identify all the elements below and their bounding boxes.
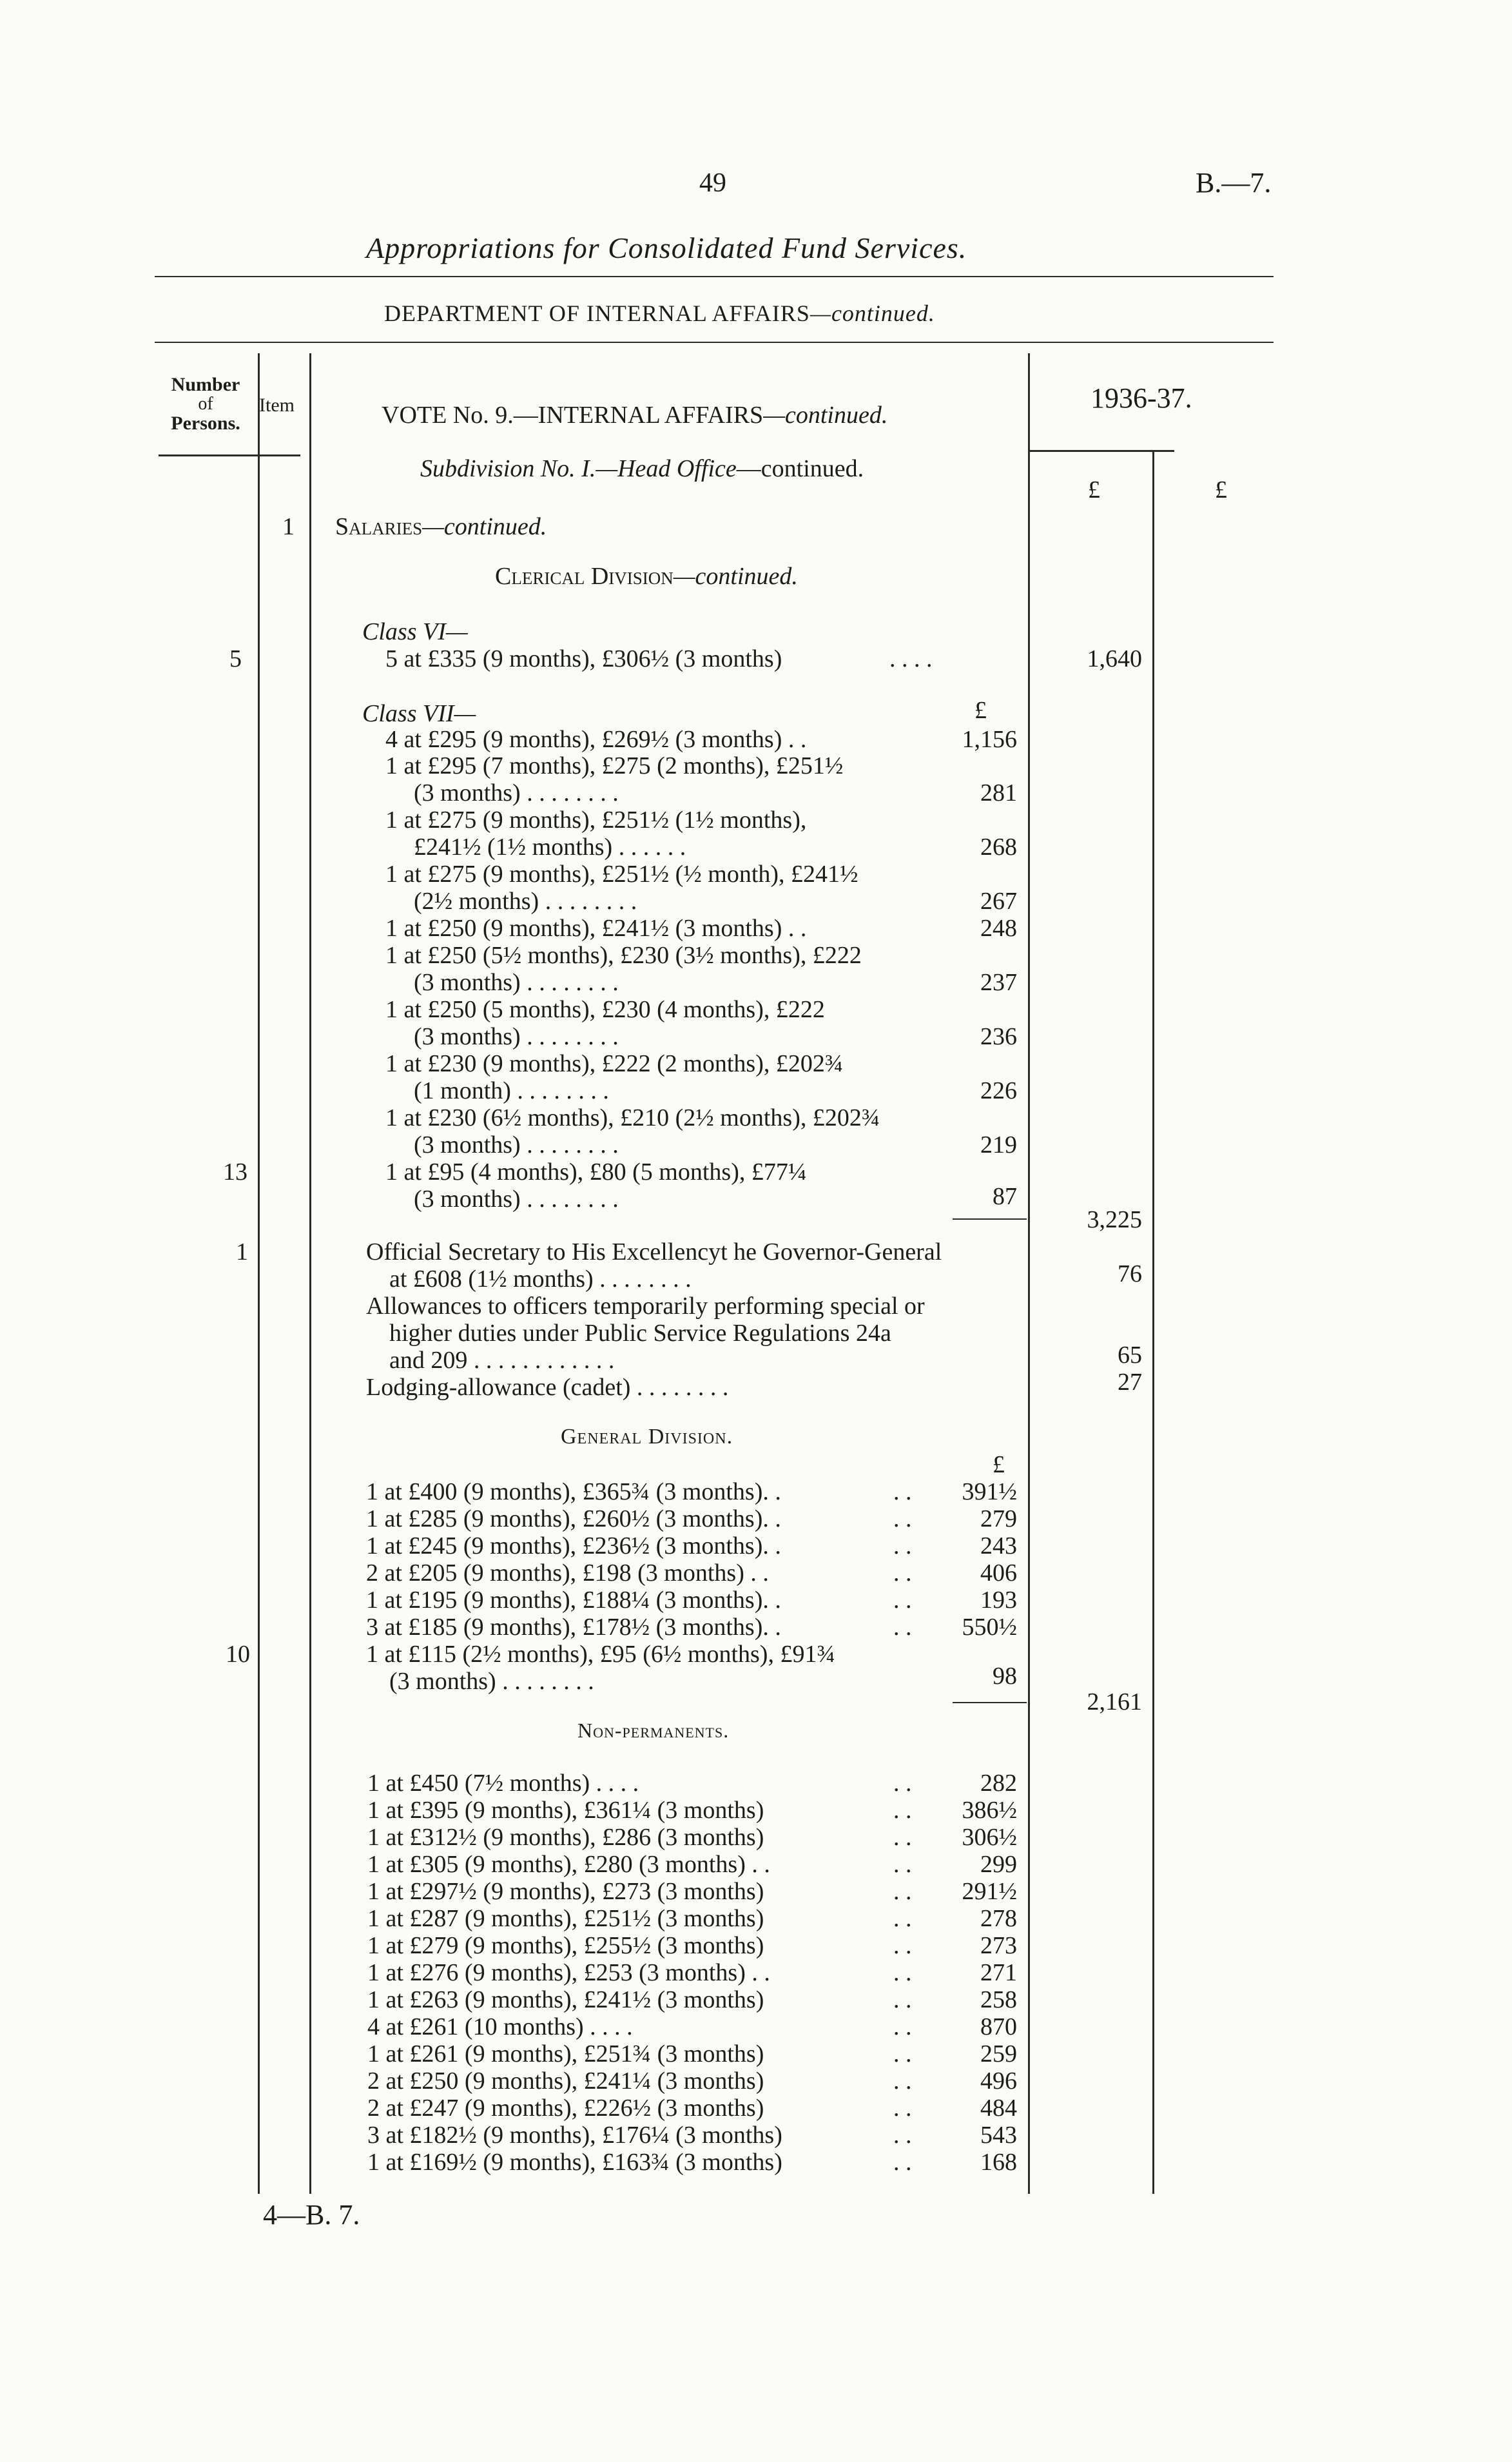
- amount-total-divider: [1152, 451, 1154, 2194]
- non-permanent-row: 1 at £312½ (9 months), £286 (3 months) . . 306½: [367, 1824, 1017, 1851]
- class-vii-line-4b: (2½ months) . . . . . . . .: [414, 888, 637, 915]
- class-vii-amount-10: 87: [993, 1183, 1017, 1210]
- class-vii-pound: £: [974, 697, 987, 724]
- general-division-pound: £: [993, 1451, 1005, 1478]
- footer-signature: 4—B. 7.: [263, 2199, 360, 2231]
- item-column-header: Item: [259, 395, 295, 416]
- class-vii-amount-5: 248: [980, 915, 1017, 942]
- official-secretary-line-2: at £608 (1½ months) . . . . . . . .: [389, 1265, 692, 1293]
- clerical-division-heading: Clerical Division—continued.: [495, 563, 798, 590]
- class-vii-amount-4: 267: [980, 888, 1017, 915]
- class-vii-line-6: 1 at £250 (5½ months), £230 (3½ months), £222: [385, 942, 862, 969]
- department-rule: [155, 342, 1274, 343]
- official-secretary-persons: 1: [236, 1238, 248, 1265]
- class-vi-label: Class VI—: [362, 618, 468, 645]
- class-vii-line-5: 1 at £250 (9 months), £241½ (3 months) . .: [385, 915, 807, 942]
- class-vii-persons: 13: [223, 1158, 247, 1186]
- class-vii-line-8: 1 at £230 (9 months), £222 (2 months), £202¾: [385, 1050, 844, 1077]
- general-last-line-2: (3 months) . . . . . . . .: [389, 1668, 594, 1695]
- allowances-line-3: and 209 . . . . . . . . . . . .: [389, 1347, 615, 1374]
- class-vii-amount-2: 281: [980, 779, 1017, 806]
- general-division-heading: General Division.: [561, 1425, 733, 1449]
- general-division-total: 2,161: [1087, 1688, 1142, 1715]
- general-division-persons: 10: [226, 1641, 250, 1668]
- document-reference: B.—7.: [1196, 167, 1272, 199]
- class-vii-line-3: 1 at £275 (9 months), £251½ (1½ months),: [385, 806, 807, 834]
- class-vii-line-6b: (3 months) . . . . . . . .: [414, 969, 619, 996]
- allowances-amount: 65: [1118, 1342, 1142, 1369]
- salaries-item-number: 1: [282, 513, 295, 540]
- class-vii-line-10: 1 at £95 (4 months), £80 (5 months), £77¼: [385, 1158, 807, 1186]
- class-vi-persons: 5: [229, 645, 242, 672]
- class-vii-sum-rule: [953, 1218, 1027, 1220]
- non-permanent-row: 1 at £297½ (9 months), £273 (3 months) . . 291½: [367, 1878, 1017, 1905]
- page-title: Appropriations for Consolidated Fund Services.: [366, 231, 967, 264]
- item-text-divider: [309, 353, 311, 2194]
- general-row: 1 at £195 (9 months), £188¼ (3 months). . . . 193: [366, 1587, 1017, 1614]
- general-row: 3 at £185 (9 months), £178½ (3 months). . . . 550½: [366, 1614, 1017, 1641]
- general-last-line-1: 1 at £115 (2½ months), £95 (6½ months), £91¾: [366, 1641, 835, 1668]
- department-heading: DEPARTMENT OF INTERNAL AFFAIRS—continued.: [384, 300, 935, 326]
- non-permanent-row: 1 at £169½ (9 months), £163¾ (3 months) . . 168: [367, 2149, 1017, 2176]
- title-rule: [155, 276, 1274, 277]
- salaries-heading: Salaries—continued.: [335, 513, 547, 540]
- general-sum-rule: [953, 1702, 1027, 1703]
- allowances-line-1: Allowances to officers temporarily performing special or: [366, 1293, 925, 1320]
- official-secretary-amount: 76: [1118, 1260, 1142, 1287]
- vote-title: VOTE No. 9.—INTERNAL AFFAIRS—continued.: [382, 402, 888, 429]
- non-permanent-row: 1 at £287 (9 months), £251½ (3 months) . . 278: [367, 1905, 1017, 1932]
- class-vii-label: Class VII—: [362, 700, 476, 727]
- class-vii-line-8b: (1 month) . . . . . . . .: [414, 1077, 609, 1104]
- class-vii-line-2: 1 at £295 (7 months), £275 (2 months), £251½: [385, 752, 844, 779]
- class-vii-line-4: 1 at £275 (9 months), £251½ (½ month), £241½: [385, 861, 858, 888]
- year-column-header: 1936-37.: [1090, 382, 1192, 414]
- non-permanent-row: 1 at £279 (9 months), £255½ (3 months) . . 273: [367, 1932, 1017, 1959]
- class-vii-amount-1: 1,156: [962, 726, 1017, 753]
- non-permanent-row: 2 at £247 (9 months), £226½ (3 months) . . 484: [367, 2095, 1017, 2122]
- persons-item-divider: [258, 353, 260, 2194]
- non-permanent-row: 3 at £182½ (9 months), £176¼ (3 months) . . 543: [367, 2122, 1017, 2149]
- class-vii-line-10b: (3 months) . . . . . . . .: [414, 1186, 619, 1213]
- general-row: 2 at £205 (9 months), £198 (3 months) . . . . 406: [366, 1559, 1017, 1587]
- lodging-allowance-amount: 27: [1118, 1369, 1142, 1396]
- text-amount-divider: [1028, 353, 1030, 2194]
- allowances-line-2: higher duties under Public Service Regulations 24a: [389, 1320, 891, 1347]
- class-vii-line-3b: £241½ (1½ months) . . . . . .: [414, 834, 686, 861]
- class-vii-line-7: 1 at £250 (5 months), £230 (4 months), £222: [385, 996, 825, 1023]
- class-vii-total: 3,225: [1087, 1206, 1142, 1233]
- page-number: 49: [699, 168, 726, 198]
- general-last-amount: 98: [993, 1663, 1017, 1690]
- pound-header-1: £: [1088, 476, 1100, 503]
- general-row: 1 at £400 (9 months), £365¾ (3 months). . . . 391½: [366, 1478, 1017, 1505]
- non-permanent-row: 1 at £395 (9 months), £361¼ (3 months) . . 386½: [367, 1797, 1017, 1824]
- non-permanent-row: 1 at £263 (9 months), £241½ (3 months) . . 258: [367, 1986, 1017, 2013]
- persons-column-rule: [159, 454, 300, 456]
- persons-column-header: Number of Persons.: [171, 374, 240, 434]
- class-vii-amount-9: 219: [980, 1131, 1017, 1158]
- non-permanent-row: 2 at £250 (9 months), £241¼ (3 months) . . 496: [367, 2067, 1017, 2095]
- class-vii-amount-7: 236: [980, 1023, 1017, 1050]
- general-row: 1 at £285 (9 months), £260½ (3 months). . . . 279: [366, 1505, 1017, 1532]
- non-permanent-row: 1 at £276 (9 months), £253 (3 months) . . . . 271: [367, 1959, 1017, 1986]
- pound-header-2: £: [1215, 476, 1227, 503]
- class-vii-line-2b: (3 months) . . . . . . . .: [414, 779, 619, 806]
- non-permanents-heading: Non-permanents.: [577, 1719, 730, 1742]
- non-permanent-row: 1 at £450 (7½ months) . . . . . . 282: [367, 1770, 1017, 1797]
- non-permanent-row: 1 at £261 (9 months), £251¾ (3 months) . . 259: [367, 2040, 1017, 2067]
- class-vi-line: 5 at £335 (9 months), £306½ (3 months): [385, 645, 782, 672]
- subdivision-heading: Subdivision No. I.—Head Office—continued.: [420, 455, 864, 482]
- general-row: 1 at £245 (9 months), £236½ (3 months). . . . 243: [366, 1532, 1017, 1559]
- class-vii-amount-3: 268: [980, 834, 1017, 861]
- class-vii-line-7b: (3 months) . . . . . . . .: [414, 1023, 619, 1050]
- class-vii-line-1: 4 at £295 (9 months), £269½ (3 months) . .: [385, 726, 807, 753]
- class-vii-amount-6: 237: [980, 969, 1017, 996]
- official-secretary-line-1: Official Secretary to His Excellencyt he Governor-General: [366, 1238, 942, 1265]
- class-vii-amount-8: 226: [980, 1077, 1017, 1104]
- class-vii-line-9b: (3 months) . . . . . . . .: [414, 1131, 619, 1158]
- non-permanent-row: 1 at £305 (9 months), £280 (3 months) . . . . 299: [367, 1851, 1017, 1878]
- non-permanent-row: 4 at £261 (10 months) . . . . . . 870: [367, 2013, 1017, 2040]
- class-vi-total: 1,640: [1087, 645, 1142, 672]
- class-vi-dots: . . . .: [889, 645, 933, 672]
- class-vii-line-9: 1 at £230 (6½ months), £210 (2½ months), £202¾: [385, 1104, 880, 1131]
- lodging-allowance-label: Lodging-allowance (cadet) . . . . . . . .: [366, 1374, 729, 1401]
